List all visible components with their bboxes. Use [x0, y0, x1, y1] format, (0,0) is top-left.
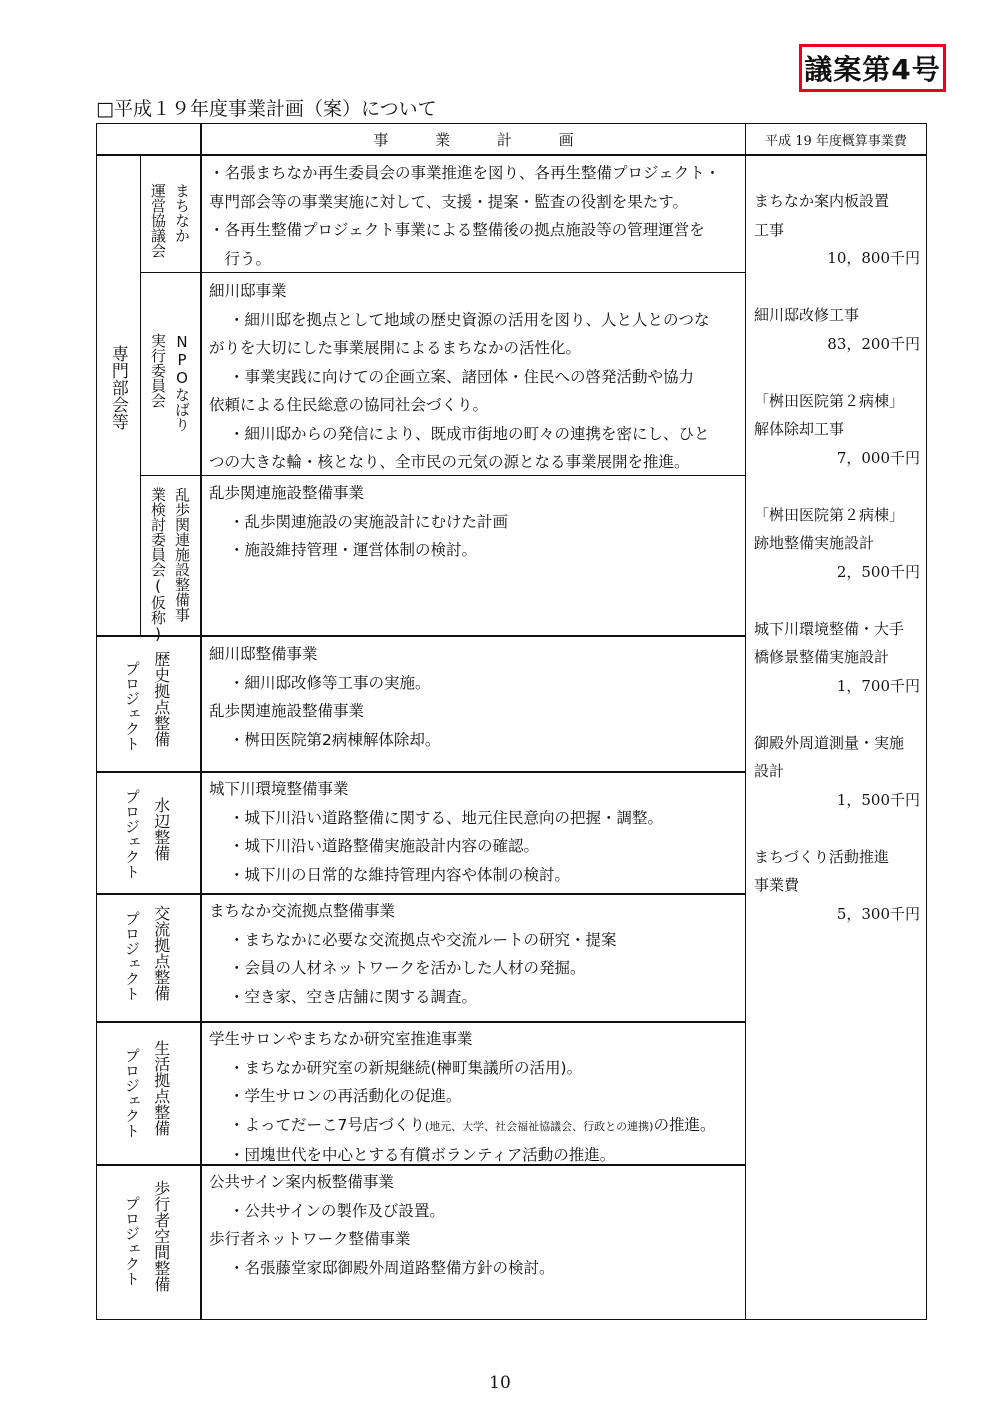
cost-item: 設計	[754, 762, 785, 780]
committee-content: 細川邸事業 ・細川邸を拠点として地域の歴史資源の活用を図り、人と人とのつな がりを大切にした事業展開によるまちなかの活性化。 ・事業実践に向けての企画立案、諸団体・住民への啓発活動や協力 依頼による住民総意の協同社会づくり。 ・細川邸からの発信により、既成市街地の町々の連携を密にし、ひと つの大きな輪・核となり、全市民の元気の源となる事業展開を推進。	[209, 282, 710, 471]
project-suffix: プロジェクト	[123, 911, 141, 1001]
committee-name: 実行委員会	[149, 333, 167, 408]
cost-item: 橋修景整備実施設計	[754, 648, 890, 666]
committee-name: 乱歩関連施設整備事	[173, 487, 191, 622]
cost-list	[754, 187, 920, 928]
document-title: □平成１９年度事業計画（案）について	[96, 98, 437, 120]
project-name: 交流拠点整備	[151, 905, 171, 1001]
cost-item: 細川邸改修工事	[754, 306, 860, 324]
project-content: 学生サロンやまちなか研究室推進事業 ・まちなか研究室の新規継続(榊町集議所の活用)。 ・学生サロンの再活動化の促進。 ・よってだーこ7号店づくり(地元、大学、社会福祉協議会、行政との連携)の推進。 ・団塊世代を中心とする有償ボランティア活動の推進。	[209, 1030, 716, 1164]
cost-item: まちづくり活動推進	[754, 847, 889, 866]
cost-amount: 83，200千円	[827, 334, 920, 353]
project-name: 歩行者空間整備	[151, 1180, 171, 1292]
cost-amount: 1，700千円	[836, 676, 920, 695]
cost-amount: 7，000千円	[836, 448, 920, 467]
cost-item: 工事	[754, 220, 785, 239]
committee-name: まちなか	[173, 183, 191, 243]
project-content: 公共サイン案内板整備事業 ・公共サインの製作及び設置。 歩行者ネットワーク整備事業 ・名張藤堂家邸御殿外周道路整備方針の検討。	[209, 1173, 555, 1277]
cost-item: 解体除却工事	[754, 420, 845, 438]
project-content: 城下川環境整備事業 ・城下川沿い道路整備に関する、地元住民意向の把握・調整。 ・城下川沿い道路整備実施設計内容の確認。 ・城下川の日常的な維持管理内容や体制の検討。	[209, 780, 664, 884]
committee-name: NPOなばり	[173, 333, 191, 432]
column-divider	[745, 123, 746, 1320]
project-content: まちなか交流拠点整備事業 ・まちなかに必要な交流拠点や交流ルートの研究・提案 ・会員の人材ネットワークを活かした人材の発掘。 ・空き家、空き店舗に関する調査。	[209, 902, 617, 1006]
project-content: 細川邸整備事業 ・細川邸改修等工事の実施。 乱歩関連施設整備事業 ・桝田医院第2病棟解体除却。	[209, 645, 441, 749]
cost-item: 「桝田医院第２病棟」	[754, 505, 905, 524]
project-name: 生活拠点整備	[151, 1040, 171, 1136]
header-cost: 平成 19 年度概算事業費	[765, 134, 907, 149]
project-suffix: プロジェクト	[123, 661, 141, 751]
committee-content: ・名張まちなか再生委員会の事業推進を図り、各再生整備プロジェクト・ 専門部会等の事業実施に対して、支援・提案・監査の役割を果たす。 ・各再生整備プロジェクト事業による整備後の拠点施設等の管理運営を 行う。	[209, 164, 721, 268]
row-divider	[96, 771, 746, 773]
project-suffix: プロジェクト	[123, 789, 141, 879]
project-name: 歴史拠点整備	[151, 651, 171, 747]
bill-number-badge: 議案第4号	[799, 44, 946, 92]
cost-amount: 5，300千円	[836, 904, 920, 923]
cost-amount: 10，800千円	[827, 249, 920, 267]
cost-amount: 2，500千円	[836, 562, 920, 581]
row-divider	[96, 1021, 746, 1023]
project-suffix: プロジェクト	[123, 1048, 141, 1138]
row-divider	[96, 893, 746, 895]
page-number: 10	[489, 1373, 511, 1393]
cost-item: 城下川環境整備・大手	[754, 619, 905, 638]
project-suffix: プロジェクト	[123, 1196, 141, 1286]
cost-item: 「桝田医院第２病棟」	[754, 391, 905, 410]
committee-content: 乱歩関連施設整備事業 ・乱歩関連施設の実施設計にむけた計画 ・施設維持管理・運営体制の検討。	[209, 484, 509, 559]
header-plan: 事 業 計 画	[373, 131, 574, 149]
committee-name: 業検討委員会(仮称)	[149, 487, 167, 643]
column-divider	[200, 123, 202, 1320]
committee-name: 運営協議会	[149, 183, 167, 258]
column-divider	[140, 155, 141, 636]
cost-item: 御殿外周道測量・実施	[754, 733, 905, 752]
project-name: 水辺整備	[151, 797, 171, 861]
cost-item: 事業費	[754, 876, 800, 894]
row-divider	[96, 635, 746, 637]
cost-item: 跡地整備実施設計	[754, 534, 875, 552]
cost-amount: 1，500千円	[836, 790, 920, 809]
group-label: 専門部会等	[107, 345, 128, 430]
cost-item: まちなか案内板設置	[754, 192, 890, 210]
